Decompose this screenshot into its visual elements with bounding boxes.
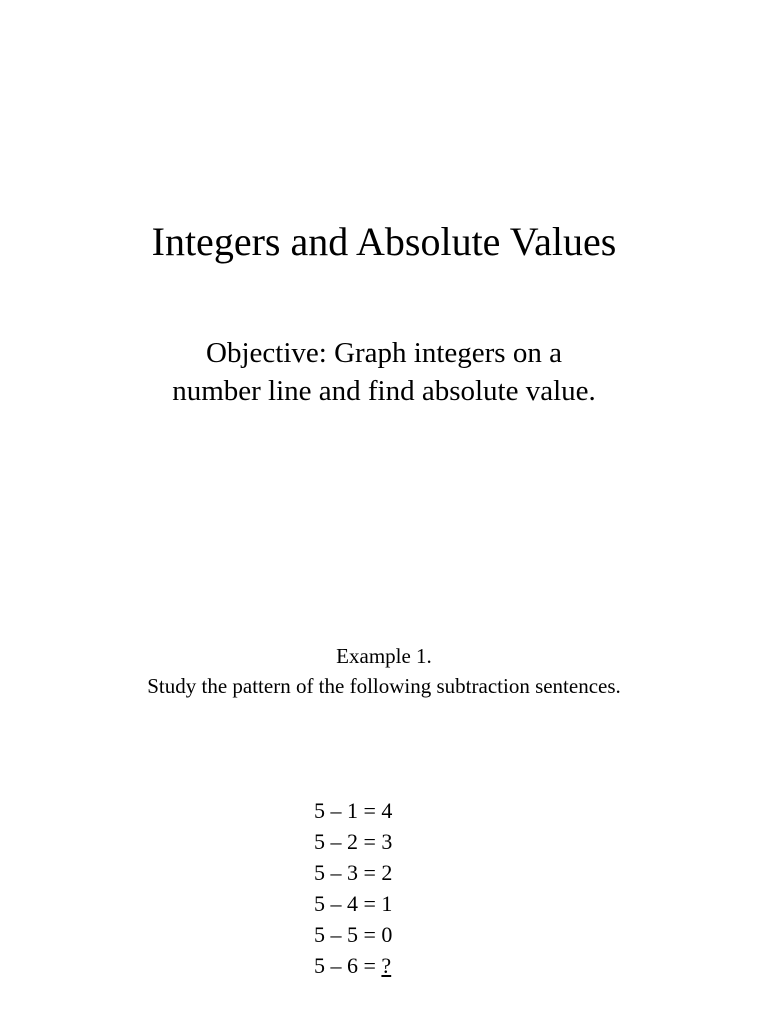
equation-answer: 0 (381, 922, 393, 947)
example-heading: Example 1. (336, 644, 432, 668)
equation-expression: 5 – 1 = (314, 798, 382, 823)
example-instruction: Study the pattern of the following subtraction sentences. (147, 674, 621, 698)
objective-line-2: number line and find absolute value. (172, 375, 596, 407)
equation-answer: 4 (381, 798, 393, 823)
objective-text (0, 334, 768, 410)
equation-list (314, 795, 392, 981)
page-title: Integers and Absolute Values (151, 219, 617, 264)
equation-expression: 5 – 2 = (314, 829, 382, 854)
equation-line (314, 919, 392, 950)
equation-line (314, 888, 392, 919)
equation-line (314, 857, 392, 888)
example-section (0, 641, 768, 701)
equation-expression: 5 – 5 = (314, 922, 382, 947)
objective-line-1: Objective: Graph integers on a (206, 337, 562, 369)
equation-expression: 5 – 3 = (314, 860, 382, 885)
equation-line (314, 795, 392, 826)
equation-line (314, 950, 392, 981)
unknown-answer: ? (381, 953, 392, 978)
equation-answer: 3 (381, 829, 393, 854)
equation-answer: 2 (381, 860, 393, 885)
equation-line (314, 826, 392, 857)
equation-answer: 1 (381, 891, 393, 916)
equation-expression: 5 – 6 = (314, 953, 382, 978)
equation-expression: 5 – 4 = (314, 891, 382, 916)
